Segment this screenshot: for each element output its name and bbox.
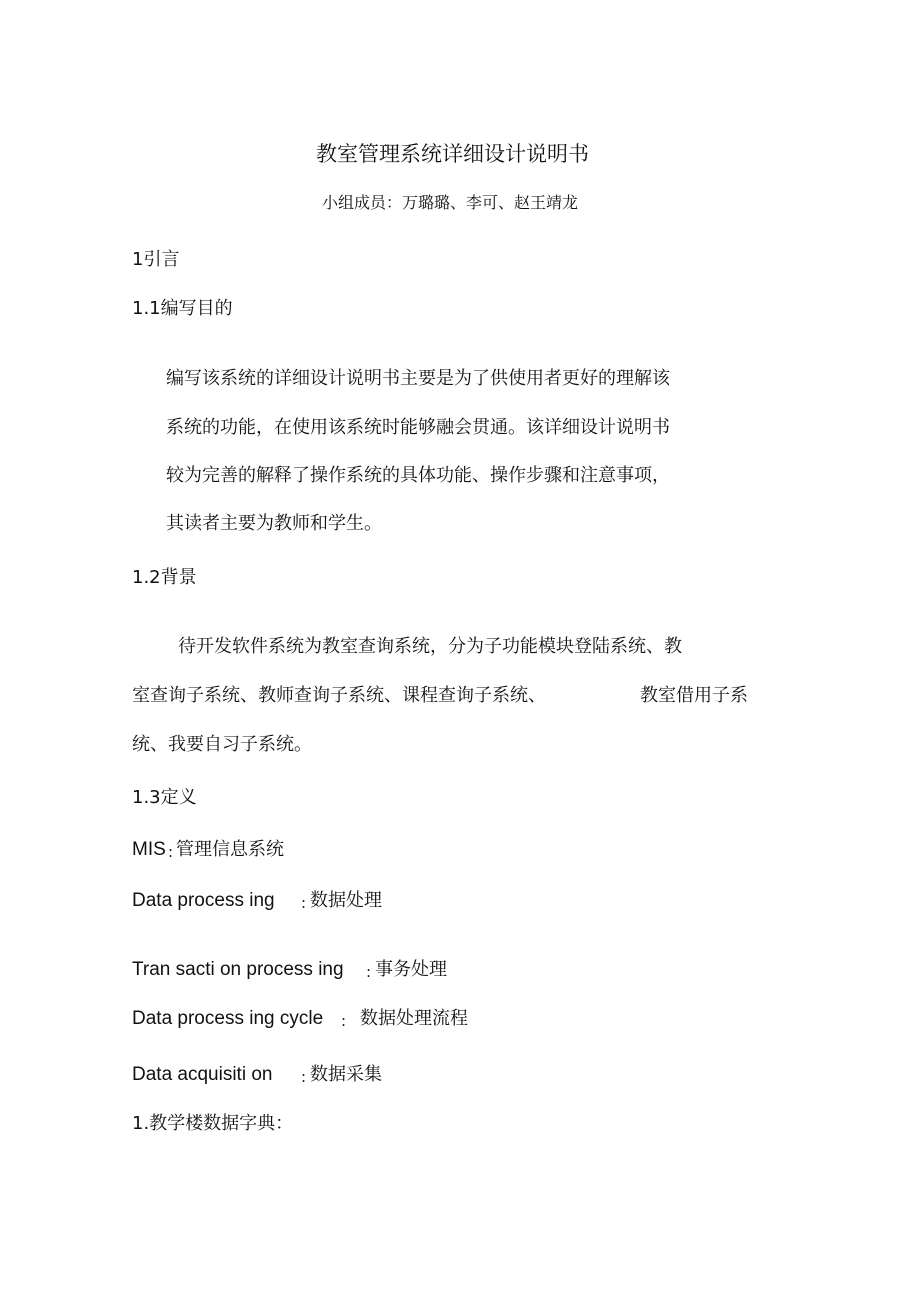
definition-separator: : (366, 963, 372, 981)
definition-term: Data process ing (132, 890, 275, 911)
background-line-3: 统、我要自习子系统。 (132, 734, 312, 755)
section-heading-background: 1.2背景 (132, 567, 197, 588)
definition-meaning: 数据处理流程 (360, 1008, 468, 1029)
definition-meaning: 数据采集 (310, 1064, 382, 1085)
purpose-line-3: 较为完善的解释了操作系统的具体功能、操作步骤和注意事项， (166, 465, 670, 486)
definition-term: Data process ing cycle (132, 1008, 324, 1029)
definition-term: MIS (132, 839, 166, 860)
definition-term: Tran sacti on process ing (132, 959, 344, 980)
definition-separator: : (168, 843, 174, 861)
document-title: 教室管理系统详细设计说明书 (316, 142, 589, 166)
definition-term: Data acquisiti on (132, 1064, 273, 1085)
section-heading-definitions: 1.3定义 (132, 787, 197, 808)
definition-separator: : (301, 894, 307, 912)
section-heading-dictionary: 1.教学楼数据字典： (132, 1113, 294, 1134)
definition-meaning: 数据处理 (310, 890, 382, 911)
definition-meaning: 事务处理 (375, 959, 447, 980)
purpose-line-4: 其读者主要为教师和学生。 (166, 513, 382, 534)
section-heading-intro: 1引言 (132, 249, 180, 270)
background-line-2b: 教室借用子系 (640, 685, 748, 706)
background-line-1: 待开发软件系统为教室查询系统，分为子功能模块登陆系统、教 (178, 636, 682, 657)
purpose-line-2: 系统的功能，在使用该系统时能够融会贯通。该详细设计说明书 (166, 417, 670, 438)
definition-separator: : (341, 1012, 347, 1030)
background-line-2a: 室查询子系统、教师查询子系统、课程查询子系统、 (132, 685, 546, 706)
section-heading-purpose: 1.1编写目的 (132, 298, 233, 319)
definition-meaning: 管理信息系统 (176, 839, 284, 860)
definition-separator: : (301, 1068, 307, 1086)
team-members: 小组成员：万璐璐、李可、赵王靖龙 (322, 193, 579, 212)
purpose-line-1: 编写该系统的详细设计说明书主要是为了供使用者更好的理解该 (166, 368, 670, 389)
